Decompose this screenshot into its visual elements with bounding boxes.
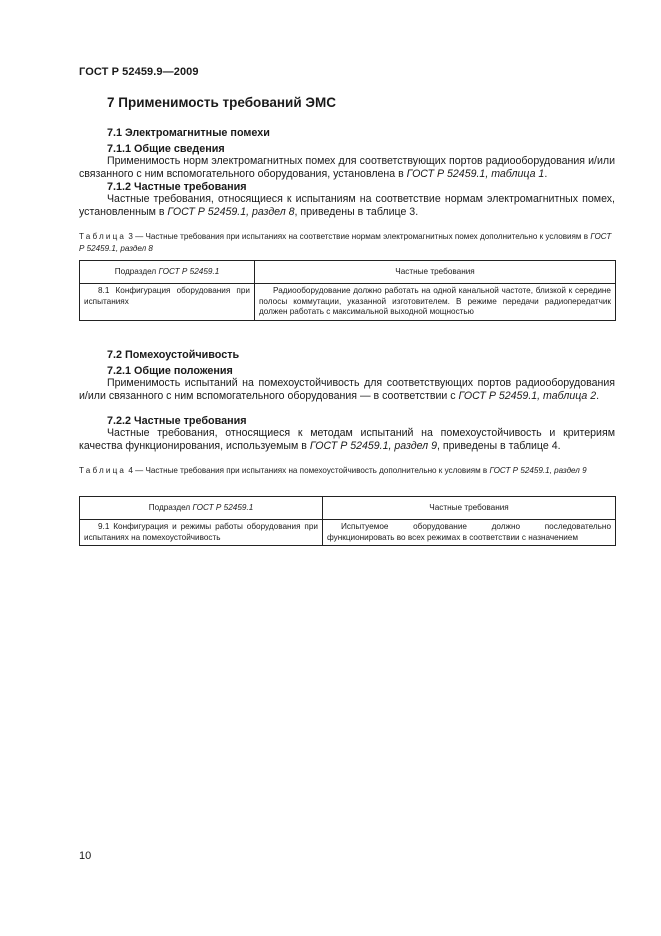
- section-7-1-2-title: 7.1.2 Частные требования: [107, 181, 247, 193]
- table-header-cell: Подраздел ГОСТ Р 52459.1: [80, 261, 255, 284]
- table-header-row: [80, 261, 616, 284]
- section-7-1-1-paragraph: Применимость норм электромагнитных помех для соответствующих портов радиооборудования и/или связанного с ним вспомогательного оборудования, установлена в ГОСТ Р 52459.1, таблица 1.: [79, 155, 615, 181]
- table-row: [80, 284, 616, 321]
- document-code-header: ГОСТ Р 52459.9—2009: [79, 66, 199, 78]
- table-header-cell: Частные требования: [255, 261, 616, 284]
- table-4: [79, 496, 616, 546]
- table-cell: 9.1 Конфигурация и режимы работы оборудования при испытаниях на помехоустойчивость: [80, 520, 323, 546]
- section-7-1-1-title: 7.1.1 Общие сведения: [107, 143, 225, 155]
- table-row: [80, 520, 616, 546]
- section-7-2-1-paragraph: Применимость испытаний на помехоустойчивость для соответствующих портов радиооборудования и/или связанного с ним вспомогательного оборудования — в соответствии с ГОСТ Р 52459.1, таблица 2.: [79, 377, 615, 403]
- table-cell: Испытуемое оборудование должно последовательно функционировать во всех режимах в соответствии с назначением: [323, 520, 616, 546]
- reference-link: ГОСТ Р 52459.1, таблица 2: [458, 390, 597, 403]
- table-header-cell: Подраздел ГОСТ Р 52459.1: [80, 497, 323, 520]
- section-7-2-title: 7.2 Помехоустойчивость: [107, 349, 240, 361]
- section-7-2-2-title: 7.2.2 Частные требования: [107, 415, 247, 427]
- table-3: [79, 260, 616, 321]
- reference-link: ГОСТ Р 52459.1, раздел 8: [167, 206, 295, 219]
- section-7-2-2-paragraph: Частные требования, относящиеся к методам испытаний на помехоустойчивость и критериям качества функционирования, используемым в ГОСТ Р 52459.1, раздел 9, приведены в таблице 4.: [79, 427, 615, 453]
- table-3-caption: Таблица 3 — Частные требования при испытаниях на соответствие нормам электромагнитных помех дополнительно к условиям в ГОСТ Р 52459.1, раздел 8: [79, 232, 612, 253]
- table-cell: 8.1 Конфигурация оборудования при испытаниях: [80, 284, 255, 321]
- table-4-caption: Таблица 4 — Частные требования при испытаниях на помехоустойчивость дополнительно к условиям в ГОСТ Р 52459.1, раздел 9: [79, 466, 587, 475]
- reference-link: ГОСТ Р 52459.1, таблица 1: [406, 168, 545, 181]
- page-number: 10: [79, 850, 92, 862]
- reference-link: ГОСТ Р 52459.1, раздел 9: [309, 440, 437, 453]
- section-7-1-2-paragraph: Частные требования, относящиеся к испытаниям на соответствие нормам электромагнитных помех, установленным в ГОСТ Р 52459.1, раздел 8, приведены в таблице 3.: [79, 193, 615, 219]
- section-7-1-title: 7.1 Электромагнитные помехи: [107, 127, 270, 139]
- section-7-2-1-title: 7.2.1 Общие положения: [107, 365, 233, 377]
- section-7-title: 7 Применимость требований ЭМС: [107, 95, 337, 110]
- table-cell: Радиооборудование должно работать на одной канальной частоте, близкой к середине полосы коммутации, указанной изготовителем. В режиме передачи радиопередатчик должен работать с максимальной выходной мощностью: [255, 284, 616, 321]
- table-header-cell: Частные требования: [323, 497, 616, 520]
- table-header-row: [80, 497, 616, 520]
